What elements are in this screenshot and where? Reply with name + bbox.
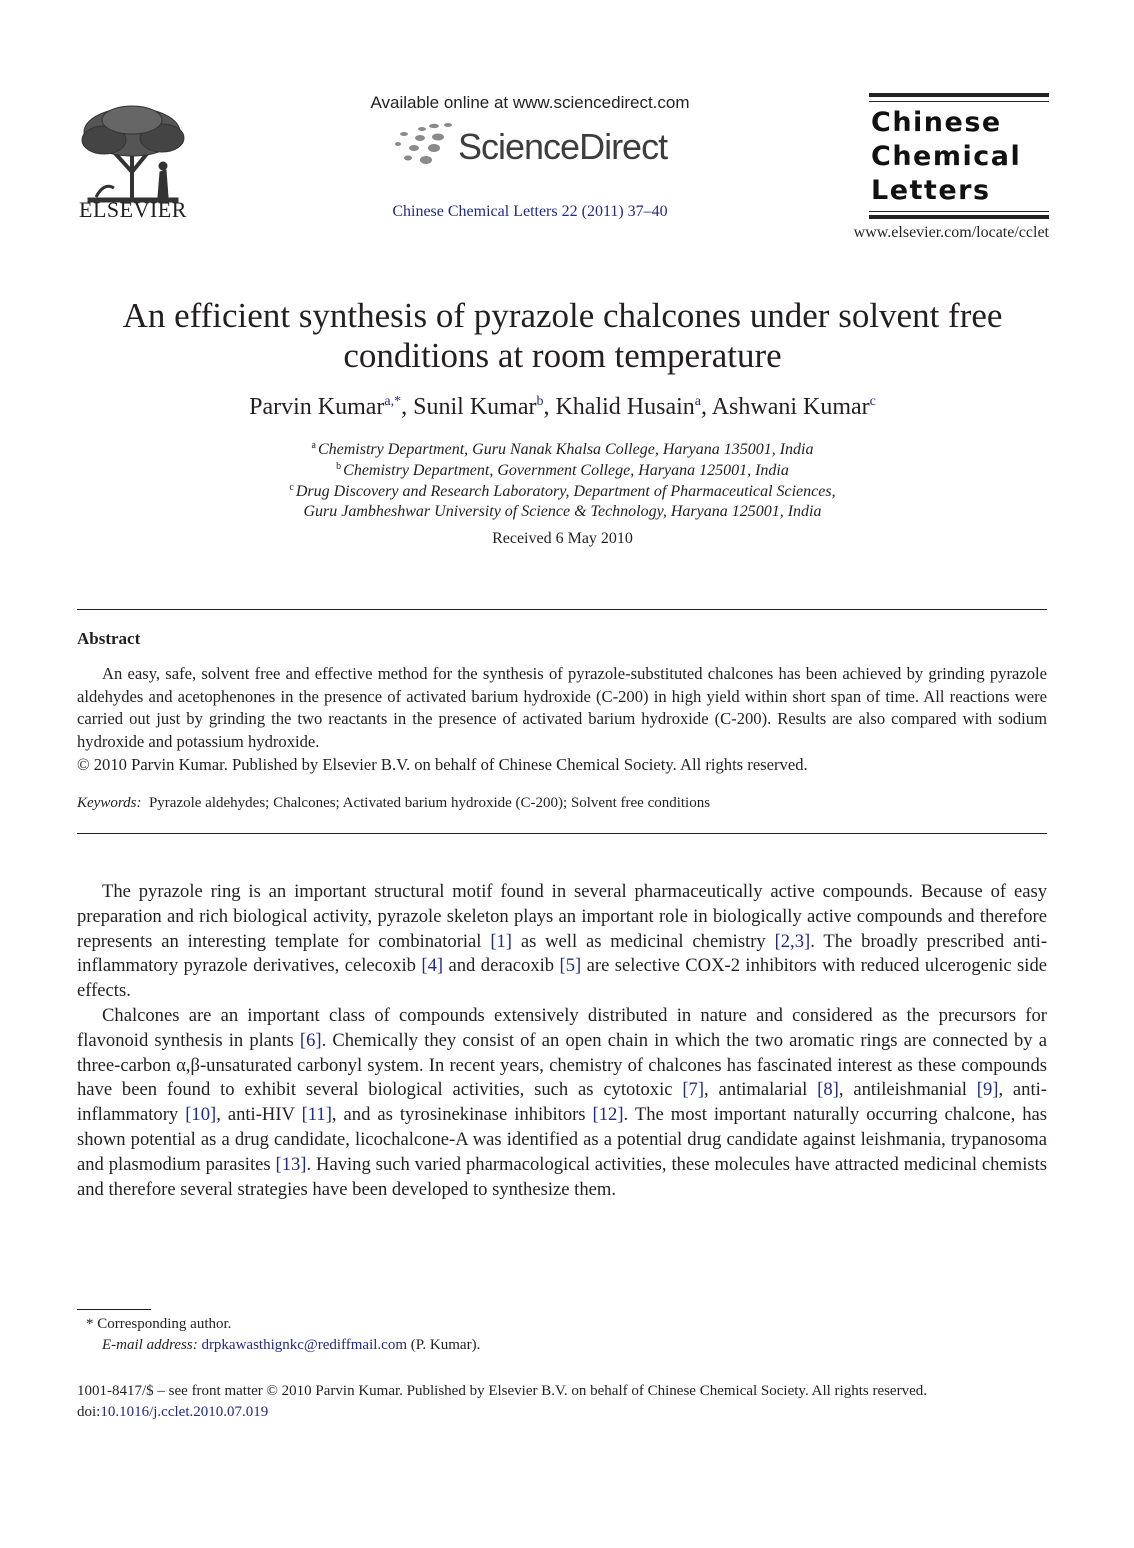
- citation-link[interactable]: [12]: [592, 1104, 624, 1126]
- doi-link[interactable]: 10.1016/j.cclet.2010.07.019: [100, 1404, 269, 1420]
- journal-logo: [869, 93, 1049, 220]
- affiliation-text: Drug Discovery and Research Laboratory, Department of Pharmaceutical Sciences,: [295, 483, 836, 500]
- footnote-rule: [77, 1309, 151, 1310]
- paragraph-text: . Chemically they consist of an open chain in which the two aromatic rings are connected by a three-carbon α,β-unsaturated carbonyl system. In recent years, chemistry of chalcones has fascinated interest as these compounds have been found to exhibit several biological activities, such as cytotoxic: [77, 1029, 1047, 1101]
- citation-link[interactable]: [10]: [185, 1104, 217, 1126]
- abstract-text: An easy, safe, solvent free and effective method for the synthesis of pyrazole-substituted chalcones has been achieved by grinding pyrazole aldehydes and acetophenones in the presence of activated barium hydroxide (C-200) in high yield within short span of time. All reactions were carried out just by grinding the two reactants in the presence of activated barium hydroxide (C-200). Results are also compared with sodium hydroxide and potassium hydroxide.: [77, 664, 1047, 752]
- citation-link[interactable]: [7]: [682, 1079, 705, 1101]
- affiliation: [60, 503, 1065, 521]
- journal-logo-line-1: Chinese: [871, 107, 1002, 138]
- sciencedirect-dots-icon: [390, 120, 460, 166]
- logo-rule-bottom: [869, 215, 1049, 219]
- title-line-2: conditions at room temperature: [343, 336, 782, 375]
- paragraph-text: , antileishmanial: [838, 1079, 977, 1101]
- affiliation-marker: c: [289, 482, 294, 493]
- citation-link[interactable]: [9]: [976, 1079, 999, 1101]
- publisher-name: ELSEVIER: [79, 197, 187, 222]
- author-affiliation-link[interactable]: a: [694, 394, 701, 409]
- paragraph-text: . The broadly prescribed anti-inflammatory pyrazole derivatives, celecoxib: [77, 930, 1048, 977]
- citation-link[interactable]: [2,3]: [774, 930, 811, 952]
- email-label: E-mail address:: [102, 1337, 198, 1353]
- citation-link[interactable]: [6]: [299, 1029, 322, 1051]
- title-line-1: An efficient synthesis of pyrazole chalcones under solvent free: [122, 296, 1003, 335]
- body-paragraph: [77, 1004, 1047, 1202]
- divider: [77, 833, 1047, 834]
- logo-rule-bottom-thin: [869, 211, 1049, 212]
- journal-logo-line-3: Letters: [871, 175, 991, 206]
- affiliation: [60, 482, 1065, 501]
- author-affiliation-link[interactable]: c: [869, 394, 876, 409]
- paragraph-text: The pyrazole ring is an important structural motif found in several pharmaceutically active compounds. Because of easy preparation and rich biological activity, pyrazole skeleton plays an important role in biologically active compounds and therefore represents an interesting template for combinatorial: [77, 881, 1047, 952]
- paragraph-text: . Having such varied pharmacological activities, these molecules have attracted medicinal chemists and therefore several strategies have been developed to synthesize them.: [77, 1153, 1047, 1200]
- citation-link[interactable]: [8]: [817, 1079, 839, 1101]
- citation-link[interactable]: [1]: [490, 930, 512, 952]
- logo-rule-top-thin: [869, 101, 1049, 102]
- affiliation-text: Chemistry Department, Government College, Haryana 125001, India: [343, 462, 789, 479]
- doi-note: [77, 1404, 268, 1421]
- abstract-copyright: © 2010 Parvin Kumar. Published by Elsevier B.V. on behalf of Chinese Chemical Society. All rights reserved.: [77, 755, 808, 774]
- issn-note: 1001-8417/$ – see front matter © 2010 Parvin Kumar. Published by Elsevier B.V. on behalf of Chinese Chemical Society. All rights reserved.: [77, 1383, 927, 1399]
- citation-link[interactable]: [11]: [301, 1104, 332, 1126]
- author-name: Khalid Husain: [555, 394, 695, 420]
- paragraph-text: and deracoxib: [443, 955, 560, 977]
- affiliation-marker: b: [336, 461, 342, 472]
- author-affiliation-link[interactable]: b: [536, 394, 544, 409]
- body-paragraph: [77, 880, 1047, 1004]
- paragraph-text: are selective COX-2 inhibitors with reduced ulcerogenic side effects.: [77, 955, 1047, 1002]
- affiliation-marker: a: [311, 440, 316, 451]
- keywords-label: Keywords:: [77, 795, 142, 811]
- keywords-list: Pyrazole aldehydes; Chalcones; Activated barium hydroxide (C-200); Solvent free conditions: [148, 795, 711, 811]
- author-separator: ,: [401, 394, 414, 420]
- author-name: Ashwani Kumar: [711, 394, 870, 420]
- citation-link[interactable]: [4]: [421, 955, 444, 977]
- citation-link[interactable]: [13]: [275, 1153, 307, 1175]
- available-online-text: Available online at www.sciencedirect.com: [370, 93, 690, 112]
- author-list: [60, 394, 1065, 421]
- paragraph-text: , anti-HIV: [216, 1104, 302, 1126]
- email-note: [102, 1337, 480, 1354]
- author-separator: ,: [543, 394, 556, 420]
- paragraph-text: , anti-inflammatory: [77, 1079, 1047, 1126]
- keywords: [77, 795, 1047, 812]
- corresponding-author-note: * Corresponding author.: [86, 1316, 232, 1332]
- journal-citation-link[interactable]: Chinese Chemical Letters 22 (2011) 37–40: [392, 203, 668, 220]
- article-title: [60, 296, 1065, 376]
- email-link[interactable]: drpkawasthignkc@rediffmail.com: [201, 1337, 407, 1353]
- author-name: Parvin Kumar: [249, 394, 385, 420]
- paragraph-text: , antimalarial: [704, 1079, 818, 1101]
- author-affiliation-link[interactable]: a,*: [384, 394, 402, 409]
- paragraph-text: Chalcones are an important class of compounds extensively distributed in nature and considered as the precursors for flavonoid synthesis in plants: [77, 1005, 1047, 1051]
- author-separator: ,: [701, 394, 712, 420]
- affiliation-text: Guru Jambheshwar University of Science & Technology, Haryana 125001, India: [303, 503, 822, 520]
- sciencedirect-logo-text: ScienceDirect: [458, 126, 668, 167]
- email-suffix: (P. Kumar).: [407, 1337, 481, 1353]
- doi-label: doi:: [77, 1404, 101, 1420]
- citation-link[interactable]: [5]: [559, 955, 582, 977]
- logo-rule-top: [869, 93, 1049, 97]
- paragraph-text: as well as medicinal chemistry: [512, 930, 775, 952]
- abstract-heading: Abstract: [77, 629, 141, 648]
- received-date: Received 6 May 2010: [492, 530, 633, 547]
- divider: [77, 609, 1047, 610]
- journal-logo-line-2: Chemical: [871, 141, 1022, 172]
- affiliation-text: Chemistry Department, Guru Nanak Khalsa College, Haryana 135001, India: [317, 441, 814, 458]
- affiliation: [60, 461, 1065, 480]
- author-name: Sunil Kumar: [413, 394, 537, 420]
- paragraph-text: , and as tyrosinekinase inhibitors: [331, 1104, 593, 1126]
- affiliation: [60, 440, 1065, 459]
- journal-url: www.elsevier.com/locate/cclet: [853, 224, 1049, 241]
- paragraph-text: . The most important naturally occurring chalcone, has shown potential as a drug candidate, licochalcone-A was identified as a potential drug candidate against leishmania, trypanosoma and plasmodium parasites: [77, 1104, 1047, 1175]
